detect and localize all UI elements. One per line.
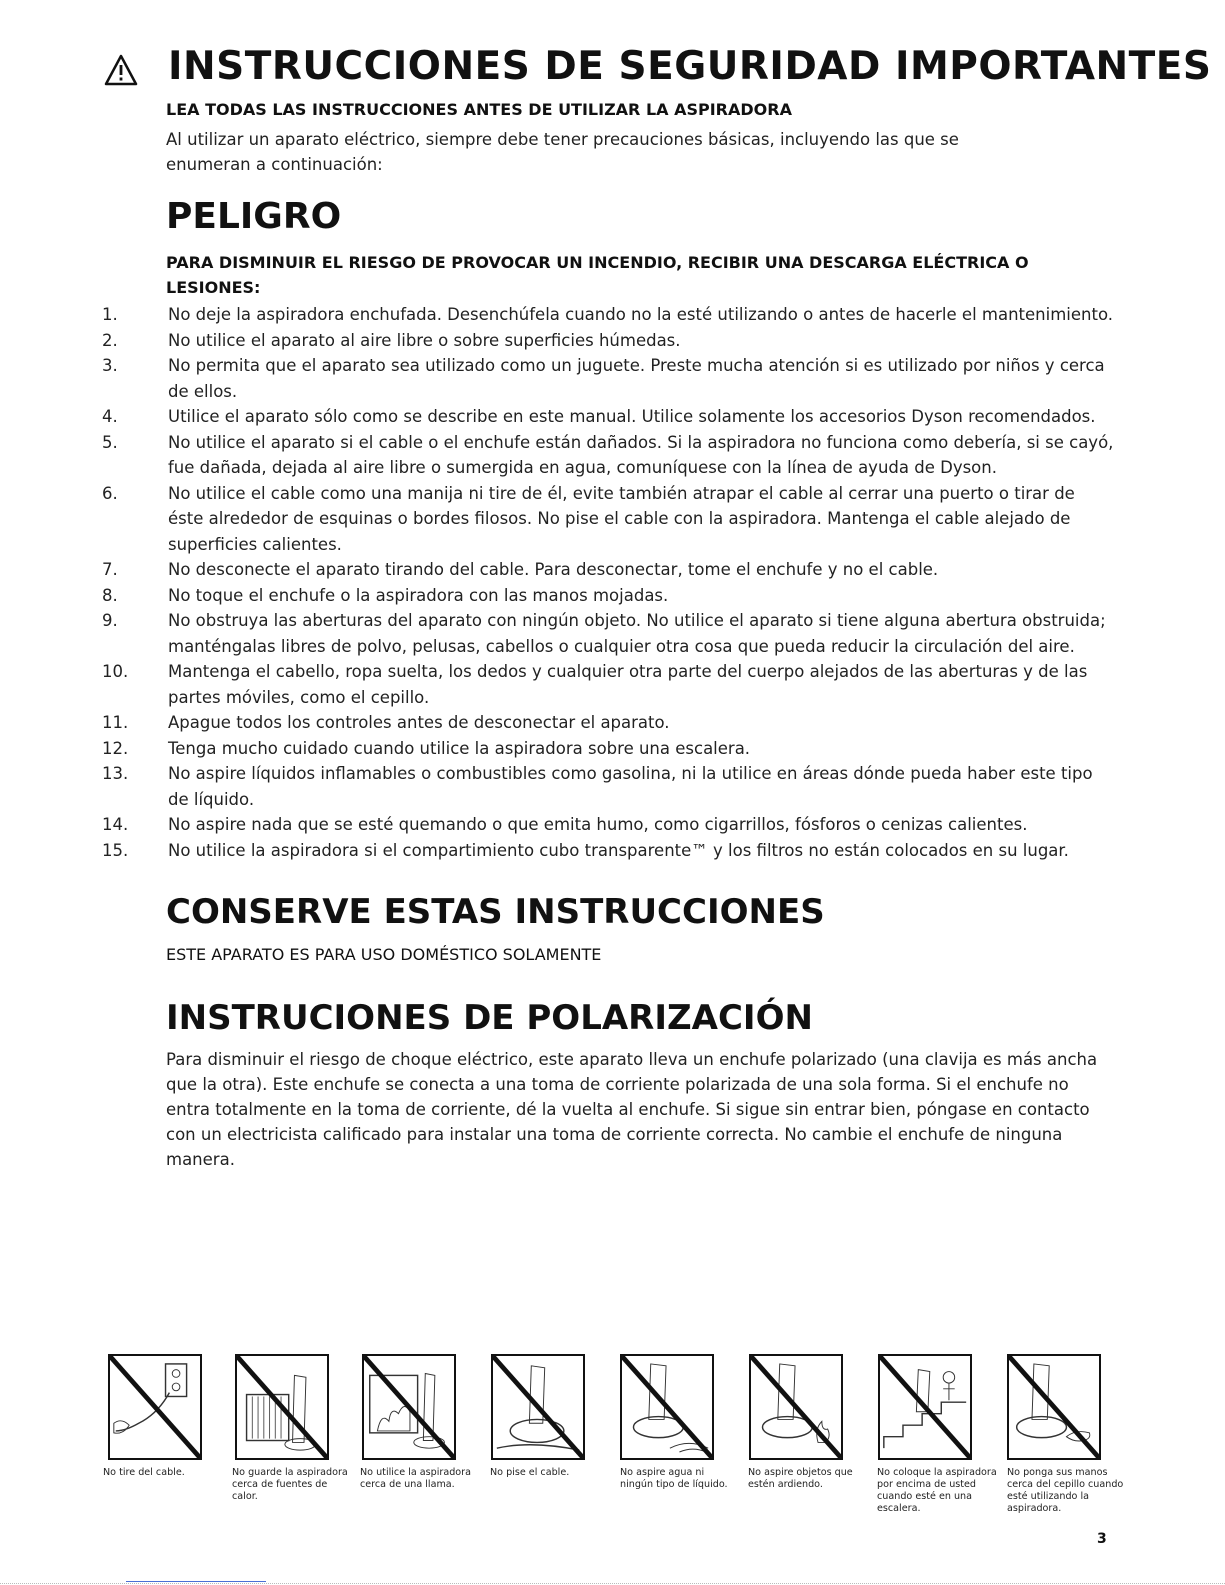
step-on-cord-prohibited-icon — [493, 1356, 583, 1458]
intro-paragraph: Al utilizar un aparato eléctrico, siempre debe tener precauciones básicas, incluyendo las que se enumeran a continuación: — [166, 130, 959, 174]
item-text: Mantenga el cabello, ropa suelta, los dedos y cualquier otra parte del cuerpo alejados de las aberturas y de las partes móviles, como el cepillo. — [168, 662, 1088, 707]
list-item — [100, 328, 1115, 354]
item-text: No deje la aspiradora enchufada. Desenchúfela cuando no la esté utilizando o antes de hacerle el mantenimiento. — [168, 305, 1113, 324]
item-number: 11. — [102, 713, 129, 732]
item-number: 8. — [102, 585, 118, 605]
pictogram-caption: No coloque la aspiradora por encima de usted cuando esté en una escalera. — [877, 1467, 997, 1514]
item-text: Utilice el aparato sólo como se describe en este manual. Utilice solamente los accesorios Dyson recomendados. — [168, 407, 1096, 426]
pictogram-flame — [362, 1354, 456, 1460]
item-number: 2. — [102, 330, 118, 350]
footer-rule — [126, 1581, 266, 1582]
pictogram-burning-objects — [749, 1354, 843, 1460]
pictogram-caption: No aspire agua ni ningún tipo de líquido. — [620, 1467, 728, 1490]
safety-list — [100, 302, 1115, 863]
polarization-heading: INSTRUCIONES DE POLARIZACIÓN — [166, 998, 813, 1038]
page-number: 3 — [1097, 1531, 1107, 1547]
pictogram-caption: No aspire objetos que estén ardiendo. — [748, 1467, 853, 1490]
pictogram-caption: No utilice la aspiradora cerca de una llama. — [360, 1467, 471, 1490]
list-item — [100, 353, 1115, 404]
water-prohibited-icon — [622, 1356, 712, 1458]
save-instructions-heading: CONSERVE ESTAS INSTRUCCIONES — [166, 892, 825, 932]
item-number: 14. — [102, 815, 129, 834]
item-number: 4. — [102, 407, 118, 426]
page-edge-divider — [0, 1583, 1225, 1584]
pictogram-caption: No tire del cable. — [103, 1467, 185, 1478]
pictogram-caption: No pise el cable. — [490, 1467, 570, 1478]
household-notice: ESTE APARATO ES PARA USO DOMÉSTICO SOLAMENTE — [166, 945, 602, 964]
pictogram-step-on-cord — [491, 1354, 585, 1460]
item-number: 9. — [102, 611, 118, 630]
item-text: No utilice la aspiradora si el compartimiento cubo transparente™ y los filtros no están colocados en su lugar. — [168, 840, 1069, 860]
item-number: 10. — [102, 662, 129, 681]
list-item — [100, 812, 1115, 838]
item-text: No aspire líquidos inflamables o combustibles como gasolina, ni la utilice en áreas dónde pueda haber este tipo de líquido. — [168, 764, 1093, 809]
page-title: INSTRUCCIONES DE SEGURIDAD IMPORTANTES — [168, 44, 1212, 89]
list-item — [100, 736, 1115, 762]
pictogram-hands-near-brush — [1007, 1354, 1101, 1460]
pictogram-water — [620, 1354, 714, 1460]
item-text: No desconecte el aparato tirando del cable. Para desconectar, tome el enchufe y no el cable. — [168, 560, 939, 579]
pictogram-stairs — [878, 1354, 972, 1460]
item-text: No obstruya las aberturas del aparato con ningún objeto. No utilice el aparato si tiene alguna abertura obstruida; manténgalas libres de polvo, pelusas, cabellos o cualquier otra cosa que pueda reducir la circulación del aire. — [168, 611, 1106, 656]
item-number: 12. — [102, 738, 129, 758]
flame-prohibited-icon — [364, 1356, 454, 1458]
stairs-above-prohibited-icon — [880, 1356, 970, 1458]
item-text: No permita que el aparato sea utilizado como un juguete. Preste mucha atención si es utilizado por niños y cerca de ellos. — [168, 356, 1105, 401]
list-item — [100, 557, 1115, 583]
list-item — [100, 302, 1115, 328]
list-item — [100, 583, 1115, 609]
danger-heading: PELIGRO — [166, 196, 342, 237]
item-text: No utilice el aparato al aire libre o sobre superficies húmedas. — [168, 330, 681, 350]
item-number: 13. — [102, 764, 129, 783]
pictogram-heat-source — [235, 1354, 329, 1460]
item-number: 15. — [102, 840, 129, 860]
hands-near-brush-prohibited-icon — [1009, 1356, 1099, 1458]
pictogram-caption: No guarde la aspiradora cerca de fuentes de calor. — [232, 1467, 348, 1502]
item-text: No toque el enchufe o la aspiradora con las manos mojadas. — [168, 585, 669, 605]
danger-subtitle: PARA DISMINUIR EL RIESGO DE PROVOCAR UN INCENDIO, RECIBIR UNA DESCARGA ELÉCTRICA O LESIONES: — [166, 253, 1029, 297]
item-text: No utilice el aparato si el cable o el enchufe están dañados. Si la aspiradora no funciona como debería, si se cayó, fue dañada, dejada al aire libre o sumergida en agua, comuníquese con la línea de ayuda de Dyson. — [168, 432, 1114, 477]
pull-cord-prohibited-icon — [110, 1356, 200, 1458]
list-item — [100, 761, 1115, 812]
list-item — [100, 838, 1115, 864]
item-text: Apague todos los controles antes de desconectar el aparato. — [168, 713, 670, 732]
item-number: 6. — [102, 483, 118, 503]
warning-triangle-icon — [104, 54, 138, 86]
heat-source-prohibited-icon — [237, 1356, 327, 1458]
list-item — [100, 430, 1115, 481]
item-number: 5. — [102, 432, 118, 452]
item-number: 7. — [102, 560, 118, 579]
pictogram-pull-cord — [108, 1354, 202, 1460]
item-text: No utilice el cable como una manija ni tire de él, evite también atrapar el cable al cerrar una puerto o tirar de éste alrededor de esquinas o bordes filosos. No pise el cable con la aspiradora. Mantenga el cable alejado de superficies calientes. — [168, 483, 1075, 554]
polarization-paragraph: Para disminuir el riesgo de choque eléctrico, este aparato lleva un enchufe polarizado (una clavija es más ancha que la otra). Este enchufe se conecta a una toma de corriente polarizada de una sola forma. Si el enchufe no entra totalmente en la toma de corriente, dé la vuelta al enchufe. Si sigue sin entrar bien, póngase en contacto con un electricista calificado para instalar una toma de corriente correcta. No cambie el enchufe de ninguna manera. — [166, 1050, 1098, 1169]
list-item — [100, 608, 1115, 659]
item-text: Tenga mucho cuidado cuando utilice la aspiradora sobre una escalera. — [168, 738, 751, 758]
list-item — [100, 710, 1115, 736]
item-number: 3. — [102, 356, 118, 375]
list-item — [100, 481, 1115, 558]
burning-objects-prohibited-icon — [751, 1356, 841, 1458]
pictogram-caption: No ponga sus manos cerca del cepillo cuando esté utilizando la aspiradora. — [1007, 1467, 1124, 1514]
item-number: 1. — [102, 305, 118, 324]
read-all-notice: LEA TODAS LAS INSTRUCCIONES ANTES DE UTILIZAR LA ASPIRADORA — [166, 100, 792, 119]
list-item — [100, 659, 1115, 710]
list-item — [100, 404, 1115, 430]
item-text: No aspire nada que se esté quemando o que emita humo, como cigarrillos, fósforos o cenizas calientes. — [168, 815, 1028, 834]
